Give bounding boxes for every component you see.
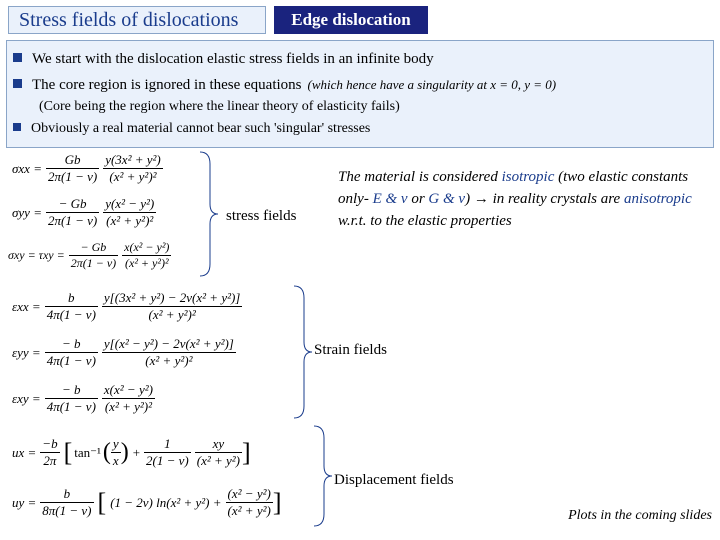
intro-box xyxy=(6,40,714,148)
strain-fields-label: Strain fields xyxy=(314,342,387,358)
fraction: $\frac{- Gb}{2\pi(1 - \nu)}$ xyxy=(70,240,117,270)
isotropic-term: isotropic xyxy=(501,169,555,185)
fraction: $\frac{\text{y(x² − y²)}}{\text{(x² + y²)²}}$ xyxy=(105,196,155,228)
bullet-2-sub-text: (Core being the region where the linear theory of elasticity fails) xyxy=(39,99,400,114)
left-bracket: [ xyxy=(97,487,107,517)
constants-g-nu: G & ν xyxy=(428,191,466,207)
ux-symbol: ux = xyxy=(12,444,37,460)
left-bracket: [ xyxy=(63,437,73,467)
uy-log-term: (1 − 2ν) ln(x² + y²) + xyxy=(110,494,222,510)
material-note: The material is considered isotropic (two elastic constants only- E & ν or G & ν) → in reality crystals are anisotropic w.r.t. to the elastic properties xyxy=(338,169,692,229)
strain-bracket xyxy=(292,284,316,420)
equation-epsilon-xy xyxy=(12,382,155,415)
fraction: $\frac{- Gb}{2\pi(1 - \nu)}$ xyxy=(47,196,98,228)
right-bracket: ] xyxy=(242,437,251,467)
fraction: $\frac{-b}{2\pi}$ xyxy=(42,436,58,468)
fraction: $\frac{\text{x(x² − y²)}}{\text{(x² + y²)²}}$ xyxy=(124,240,170,270)
equation-sigma-xx xyxy=(12,152,163,185)
slide-subtitle xyxy=(274,6,428,34)
right-paren: ) xyxy=(120,439,129,465)
bullet-2-note: (which hence have a singularity at x = 0, y = 0) xyxy=(307,77,557,92)
fraction: $\frac{\text{y[(3x² + y²) − 2ν(x² + y²)]}}{\text{(x² + y²)²}}$ xyxy=(103,290,241,322)
anisotropic-term: anisotropic xyxy=(623,191,692,207)
constants-e-nu: E & ν xyxy=(372,191,408,207)
bullet-1-text: We start with the dislocation elastic stress fields in an infinite body xyxy=(32,51,434,67)
title-text: Stress fields of dislocations xyxy=(19,9,239,31)
epsilon-yy-symbol: εyy = xyxy=(12,344,41,360)
right-bracket: ] xyxy=(272,487,282,517)
stress-fields-label: stress fields xyxy=(226,208,297,224)
fraction: $\frac{y}{x}$ xyxy=(112,436,119,468)
bullet-square-icon xyxy=(13,79,22,88)
epsilon-xx-symbol: εxx = xyxy=(12,298,41,314)
plus-sign: + xyxy=(132,444,141,460)
sigma-yy-symbol: σyy = xyxy=(12,204,42,220)
bullet-3-text: Obviously a real material cannot bear such 'singular' stresses xyxy=(31,121,371,136)
displacement-bracket xyxy=(312,424,336,528)
bullet-1 xyxy=(13,51,434,68)
subtitle-text: Edge dislocation xyxy=(291,10,411,29)
fraction: $\frac{\text{x(x² − y²)}}{\text{(x² + y²)²}}$ xyxy=(103,382,153,414)
stress-bracket xyxy=(198,150,220,278)
equation-uy xyxy=(12,486,281,519)
fraction: $\frac{xy}{\text{(x² + y²)}}$ xyxy=(196,436,240,468)
bullet-3 xyxy=(13,121,370,137)
arctan-function: tan⁻¹ xyxy=(74,444,101,460)
fraction: $\frac{Gb}{2\pi(1 - \nu)}$ xyxy=(47,152,98,184)
epsilon-xy-symbol: εxy = xyxy=(12,390,41,406)
slide-title xyxy=(8,6,266,34)
equation-sigma-xy xyxy=(8,240,171,271)
uy-symbol: uy = xyxy=(12,494,37,510)
plots-note: Plots in the coming slides xyxy=(568,508,712,523)
bullet-square-icon xyxy=(13,53,22,62)
equation-ux xyxy=(12,436,251,469)
fraction: $\frac{\text{y[(x² − y²) − 2ν(x² + y²)]}}{\text{(x² + y²)²}}$ xyxy=(103,336,234,368)
sigma-xy-symbol: σxy = τxy = xyxy=(8,248,65,262)
equation-epsilon-yy xyxy=(12,336,236,369)
fraction: $\frac{b}{8\pi(1 - \nu)}$ xyxy=(42,486,92,518)
left-paren: ( xyxy=(102,439,111,465)
displacement-fields-label: Displacement fields xyxy=(334,472,454,488)
bullet-2-sub xyxy=(39,99,400,115)
sigma-xx-symbol: σxx = xyxy=(12,160,42,176)
fraction: $\frac{b}{4\pi(1 - \nu)}$ xyxy=(46,290,96,322)
fraction: $\frac{1}{2(1 - \nu)}$ xyxy=(146,436,189,468)
equation-epsilon-xx xyxy=(12,290,242,323)
fraction: $\frac{- b}{4\pi(1 - \nu)}$ xyxy=(46,336,96,368)
bullet-2 xyxy=(13,77,556,94)
bullet-square-icon xyxy=(13,123,21,131)
fraction: $\frac{\text{y(3x² + y²)}}{\text{(x² + y²)²}}$ xyxy=(105,152,161,184)
bullet-2-text: The core region is ignored in these equations xyxy=(32,77,302,93)
fraction: $\frac{- b}{4\pi(1 - \nu)}$ xyxy=(46,382,96,414)
equation-sigma-yy xyxy=(12,196,156,229)
fraction: $\frac{\text{(x² − y²)}}{\text{(x² + y²)}}$ xyxy=(227,486,271,518)
